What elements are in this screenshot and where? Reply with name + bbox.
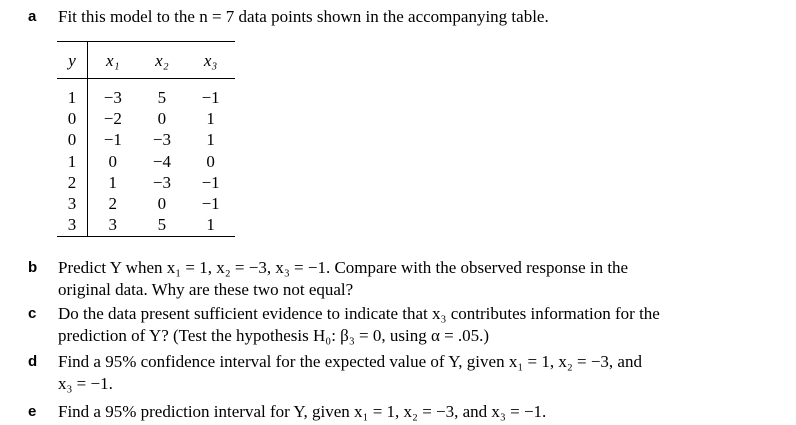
part-letter-a: a — [28, 8, 37, 25]
cell-y: 1 — [57, 151, 88, 172]
part-text-b: Predict Y when x₁ = 1, x₂ = −3, x₃ = −1. Compare with the observed response in the original data. Why are these two not equal? — [58, 258, 629, 299]
cell-x2: 5 — [157, 215, 167, 235]
cell-x2: 5 — [157, 87, 167, 107]
cell-y: 0 — [57, 108, 88, 129]
part-text-e: Find a 95% prediction interval for Y, given x₁ = 1, x₂ = −3, and x₃ = −1. — [58, 402, 547, 421]
part-text-d: Find a 95% confidence interval for the expected value of Y, given x₁ = 1, x₂ = −3, and x₃ = −1. — [58, 352, 642, 393]
cell-x2: 0 — [157, 194, 167, 214]
table-row — [57, 151, 235, 172]
cell-x3: 0 — [206, 151, 215, 171]
table-row — [57, 108, 235, 129]
header-y: y — [57, 42, 88, 79]
header-x2: x₂ — [155, 51, 169, 70]
cell-x2: −3 — [152, 172, 171, 192]
header-x1: x₁ — [106, 51, 120, 70]
table-row — [57, 130, 235, 151]
cell-x1: 3 — [108, 215, 118, 235]
cell-x2: 0 — [157, 108, 167, 128]
part-letter-c: c — [28, 305, 37, 322]
cell-x3: 1 — [206, 108, 215, 128]
table-row — [57, 215, 235, 237]
table-header-row — [57, 42, 235, 79]
table-row — [57, 193, 235, 214]
part-text-a: Fit this model to the n = 7 data points shown in the accompanying table. — [58, 7, 549, 26]
cell-x1: 1 — [108, 172, 118, 192]
cell-x3: −1 — [201, 194, 220, 214]
cell-x1: 2 — [108, 194, 118, 214]
part-letter-d: d — [28, 353, 38, 370]
cell-x1: 0 — [108, 151, 118, 171]
cell-y: 3 — [57, 193, 88, 214]
header-x3: x₃ — [203, 51, 218, 70]
cell-x3: −1 — [201, 172, 220, 192]
cell-x3: 1 — [206, 130, 215, 150]
cell-y: 2 — [57, 172, 88, 193]
table-row — [57, 79, 235, 109]
cell-x2: −3 — [152, 130, 171, 150]
cell-x1: −2 — [103, 108, 122, 128]
cell-x3: −1 — [201, 87, 220, 107]
cell-x2: −4 — [152, 151, 171, 171]
table-row — [57, 172, 235, 193]
cell-y: 0 — [57, 130, 88, 151]
data-table — [57, 41, 235, 237]
part-text-c: Do the data present sufficient evidence to indicate that x₃ contributes information for the prediction of Y? (Test the hypothesis H₀: β₃ = 0, using α = .05.) — [58, 304, 660, 345]
cell-x1: −1 — [103, 130, 122, 150]
cell-y: 3 — [57, 215, 88, 237]
cell-y: 1 — [57, 79, 88, 109]
part-letter-b: b — [28, 259, 38, 276]
cell-x3: 1 — [206, 215, 215, 235]
cell-x1: −3 — [103, 87, 122, 107]
part-letter-e: e — [28, 403, 37, 420]
